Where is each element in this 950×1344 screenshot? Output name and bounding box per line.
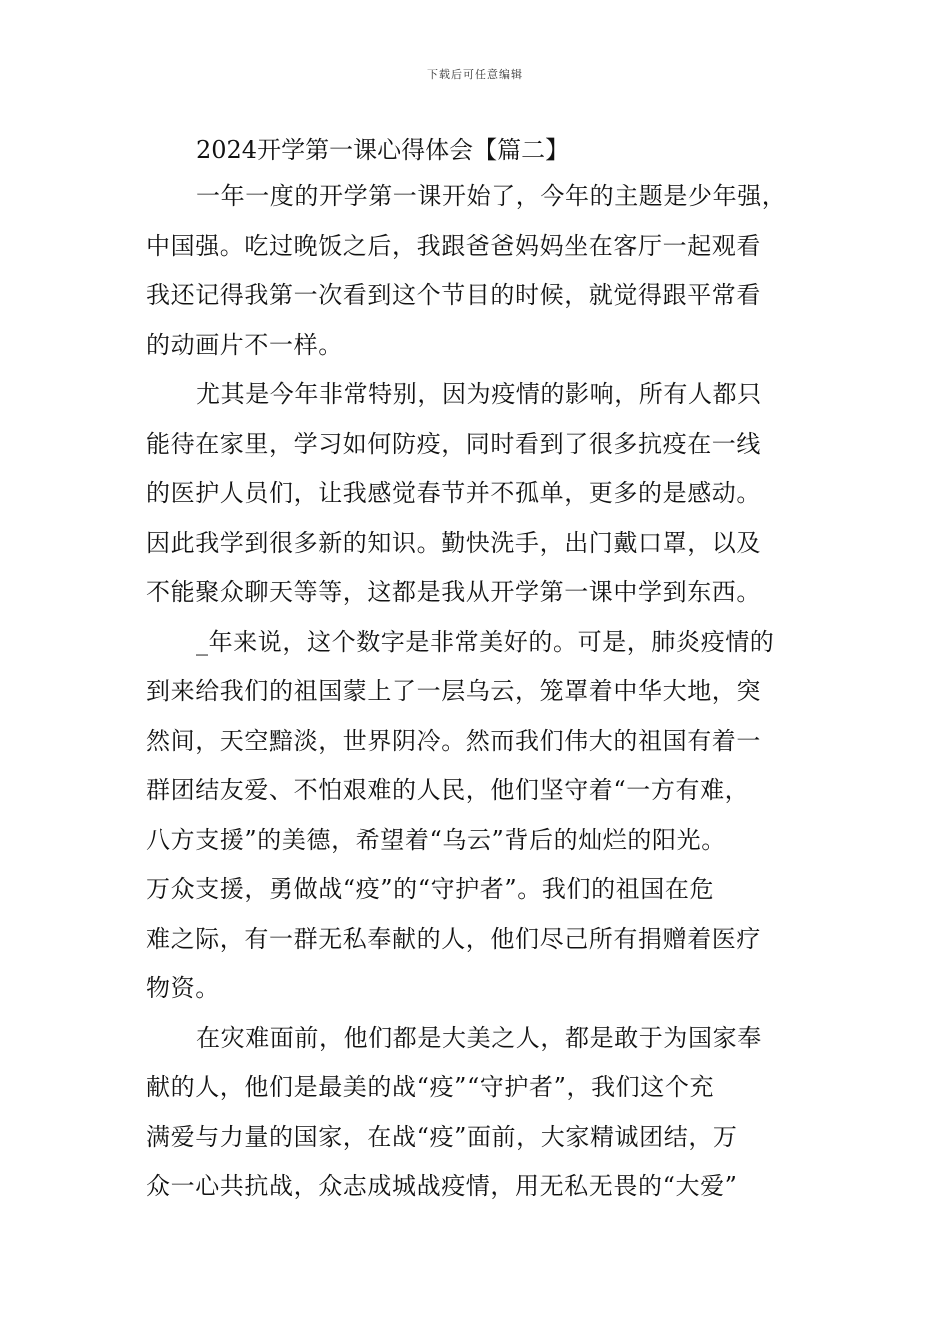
text-line: 众一心共抗战，众志成城战疫情，用无私无畏的“大爱” xyxy=(146,1172,738,1200)
text-line: 因此我学到很多新的知识。勤快洗手，出门戴口罩，以及 xyxy=(146,528,761,557)
document-title: 2024开学第一课心得体会【篇二】 xyxy=(196,136,570,164)
paragraph-3 xyxy=(146,618,836,1014)
text-line: 能待在家里，学习如何防疫，同时看到了很多抗疫在一线 xyxy=(146,429,761,458)
text-line: 尤其是今年非常特别，因为疫情的影响，所有人都只 xyxy=(196,380,762,408)
text-line: 的动画片不一样。 xyxy=(146,330,343,359)
text-line: 献的人，他们是最美的战“疫”“守护者”，我们这个充 xyxy=(146,1073,715,1101)
text-line: 难之际，有一群无私奉献的人，他们尽己所有捐赠着医疗 xyxy=(146,924,761,953)
paragraph-1 xyxy=(146,172,836,370)
text-line: 的医护人员们，让我感觉春节并不孤单，更多的是感动。 xyxy=(146,479,761,507)
paragraph-4 xyxy=(146,1014,836,1212)
text-line: _年来说，这个数字是非常美好的。可是，肺炎疫情的 xyxy=(196,627,775,656)
text-line: 到来给我们的祖国蒙上了一层乌云，笼罩着中华大地，突 xyxy=(146,677,761,705)
document-body xyxy=(146,130,836,1212)
text-line: 不能聚众聊天等等，这都是我从开学第一课中学到东西。 xyxy=(146,578,761,606)
text-line: 一年一度的开学第一课开始了，今年的主题是少年强， xyxy=(196,182,787,210)
text-line: 物资。 xyxy=(146,974,220,1002)
download-note: 下载后可任意编辑 xyxy=(427,68,523,81)
text-line: 万众支援，勇做战“疫”的“守护者”。我们的祖国在危 xyxy=(146,875,715,903)
text-line: 在灾难面前，他们都是大美之人，都是敢于为国家奉 xyxy=(196,1023,762,1052)
text-line: 群团结友爱、不怕艰难的人民，他们坚守着“一方有难， xyxy=(146,776,750,804)
text-line: 中国强。吃过晚饭之后，我跟爸爸妈妈坐在客厅一起观看 xyxy=(146,231,761,260)
paragraph-2 xyxy=(146,370,836,618)
text-line: 八方支援”的美德，希望着“乌云”背后的灿烂的阳光。 xyxy=(146,825,726,854)
text-line: 然间，天空黯淡，世界阴冷。然而我们伟大的祖国有着一 xyxy=(146,726,761,755)
text-line: 满爱与力量的国家，在战“疫”面前，大家精诚团结，万 xyxy=(146,1122,738,1151)
text-line: 我还记得我第一次看到这个节目的时候，就觉得跟平常看 xyxy=(146,281,761,309)
